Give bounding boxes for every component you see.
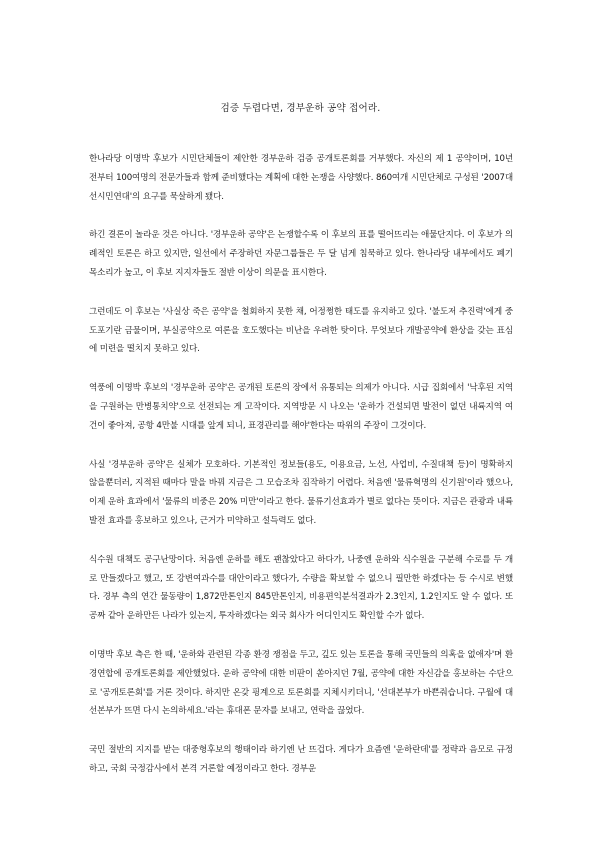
document-title: 검증 두렵다면, 경부운하 공약 접어라. bbox=[220, 103, 381, 114]
paragraph-1: 한나라당 이명박 후보가 시민단체들이 제안한 경부운하 검증 공개토론회를 거부했다. 자신의 제 1 공약이며, 10년 전부터 100여명의 전문가들과 함께 준비했다는 계획에 대한 논쟁을 사양했다. 860여개 시민단체로 구성된 '2007대선시민연대'의 요구를 묵살하게 됐다. bbox=[89, 154, 513, 202]
paragraph-6: 식수원 대책도 공구난망이다. 처음엔 운하를 해도 괜찮았다고 하다가, 나중엔 운하와 식수원을 구분해 수로를 두 개로 만들겠다고 했고, 또 강변여과수를 대안이라고 했다가, 수량을 확보할 수 없으니 필만한 하겠다는 등 수시로 변했다. 경부 측의 연간 물동량이 1,872만톤인지 845만톤인지, 비용편익분석결과가 2.3인지, 1.2인지도 알 수 없다. 또 공짜 같아 운하만든 나라가 있는지, 투자하겠다는 외국 회사가 어디인지도 확인할 수가 없다. bbox=[89, 554, 513, 622]
paragraph-8: 국민 절반의 지지를 받는 대중형후보의 행태이라 하기엔 난 뜨겁다. 게다가 요즘엔 '운하란데'를 정략과 음모로 규정하고, 국회 국정감사에서 본격 거론할 예정이라고 한다. 경부운 bbox=[89, 745, 513, 774]
paragraph-2: 하긴 결론이 놀라운 것은 아니다. '경부운하 공약'은 논쟁할수록 이 후보의 표를 떨어뜨리는 애물단지다. 이 후보가 의례적인 토론은 하고 있지만, 일선에서 주장하던 자문그룹들은 두 달 넘게 침묵하고 있다. 한나라당 내부에서도 폐기 목소리가 높고, 이 후보 지지자들도 절반 이상이 의문을 표시한다. bbox=[89, 230, 513, 278]
paragraph-7: 이명박 후보 측은 한 때, '운하와 관련된 각종 환경 쟁점을 두고, 깊도 있는 토론을 통해 국민들의 의혹을 없애자'며 환경연합에 공개토론회를 제안했었다. 운하 공약에 대한 비판이 쏟아지던 7월, 공약에 대한 자신감을 홍보하는 수단으로 '공개토론회'를 거론 것이다. 하지만 온갖 핑계으로 토론회를 지체시키더니, '선대본부가 바쁜줘습니다. 구월에 대선본부가 뜨면 다시 논의하세요.'라는 휴대폰 문자를 보내고, 연락을 끊었다. bbox=[89, 649, 513, 717]
paragraph-4: 역풍에 이명박 후보의 '경부운하 공약'은 공개된 토론의 장에서 유통되는 의제가 아니다. 시급 집회에서 '낙후된 지역을 구원하는 만병통치약'으로 선전되는 게 고작이다. 지역방문 시 나오는 '운하가 건설되면 발전이 없던 내륙지역 여건이 좋아져, 공항 4만불 시대를 앞게 되니, 표경관리를 해야'한다는 따위의 주장이 그것이다. bbox=[89, 383, 513, 431]
paragraph-3: 그런데도 이 후보는 '사실상 죽은 공약'을 철회하지 못한 채, 어정쩡한 태도를 유지하고 있다. '불도저 추진력'에게 중도포기란 금물이며, 부실공약으로 여론을 호도했다는 비난을 우려한 탓이다. 무엇보다 개발공약에 환상을 갖는 표심에 미련을 떨치지 못하고 있다. bbox=[89, 306, 513, 355]
paragraph-5: 사실 '경부운하 공약'은 실체가 모호하다. 기본적인 정보들(용도, 이용요금, 노선, 사업비, 수질대책 등)이 명확하지 않을뿐더러, 지적된 때마다 말을 바꿔 지금은 그 모습조차 짐작하기 어렵다. 처음엔 '물류혁명의 신기원'이라 했으나, 이제 운하 효과에서 '물류의 비중은 20% 미만'이라고 한다. 물류기선효과가 별로 없다는 뜻이다. 지금은 관광과 내륙 발전 효과를 홍보하고 있으나, 근거가 미약하고 설득력도 없다. bbox=[89, 459, 513, 526]
document-body bbox=[89, 150, 513, 799]
